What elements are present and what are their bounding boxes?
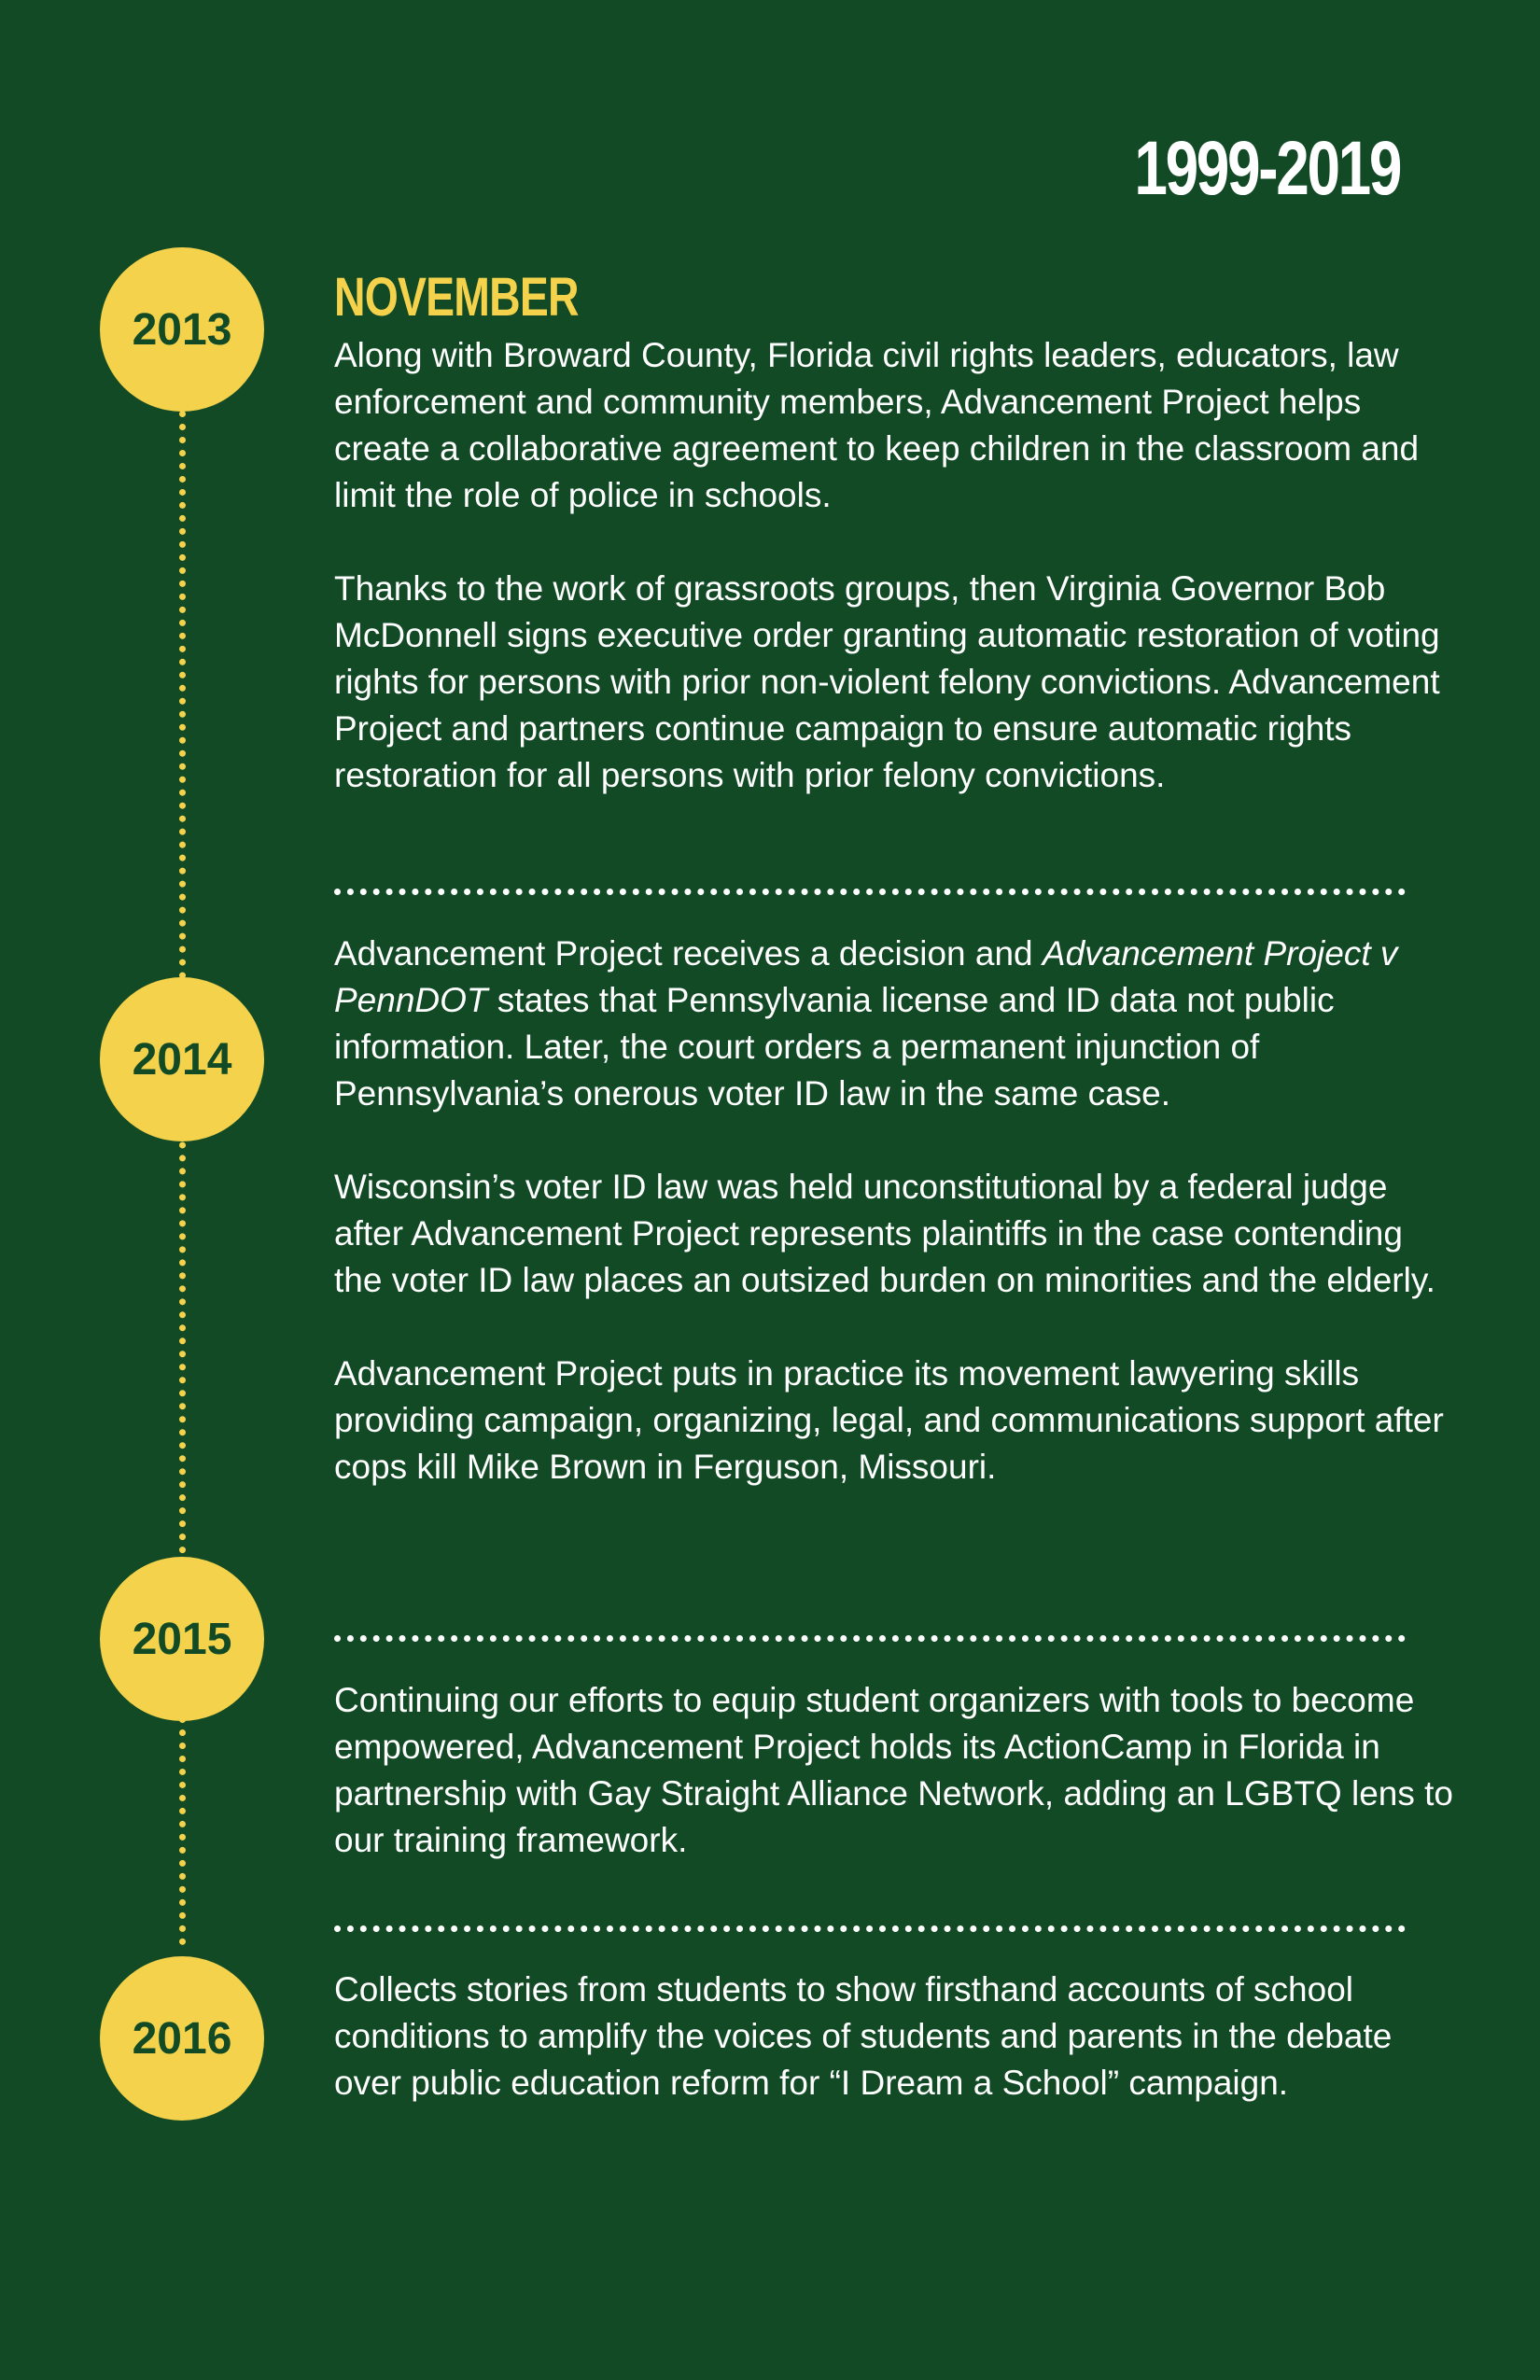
year-badge-2013: 2013 — [100, 247, 264, 412]
section-divider — [334, 889, 1406, 895]
entry-paragraph: Collects stories from students to show firsthand accounts of school conditions to amplify the voices of students and parents in the debate over public education reform for “I Dream a School” campaign. — [334, 1970, 1393, 2102]
entry-paragraph: Wisconsin’s voter ID law was held unconstitutional by a federal judge after Advancement Project represents plaintiffs in the case contending the voter ID law places an outsized burden on minorities and the elderly. — [334, 1168, 1435, 1299]
entry-paragraph: Continuing our efforts to equip student organizers with tools to become empowered, Advancement Project holds its ActionCamp in Florida in partnership with Gay Straight Alliance Network, adding an LGBTQ lens to our training framework. — [334, 1681, 1453, 1859]
case-name: Advancement Project v PennDOT — [334, 934, 1398, 1019]
entry-2014 — [334, 931, 1454, 1491]
section-divider — [334, 1925, 1406, 1932]
entry-paragraph: Along with Broward County, Florida civil rights leaders, educators, law enforcement and community members, Advancement Project helps create a collaborative agreement to keep children in the classroom and limit the role of police in schools. — [334, 336, 1420, 514]
entry-2015 — [334, 1677, 1454, 1864]
entry-paragraph: Thanks to the work of grassroots groups, then Virginia Governor Bob McDonnell signs executive order granting automatic restoration of voting rights for persons with prior non-violent felony convictions. Advancement Project and partners continue campaign to ensure automatic rights restoration for all persons with prior felony convictions. — [334, 569, 1440, 794]
entry-text: Advancement Project receives a decision and — [334, 934, 1043, 973]
entry-paragraph — [334, 931, 1454, 1117]
year-badge-2015: 2015 — [100, 1557, 264, 1721]
year-badge-2014: 2014 — [100, 977, 264, 1141]
entry-paragraph: Advancement Project puts in practice its movement lawyering skills providing campaign, organizing, legal, and communications support after cops kill Mike Brown in Ferguson, Missouri. — [334, 1354, 1444, 1486]
entry-text: states that Pennsylvania license and ID data not public information. Later, the court orders a permanent injunction of Pennsylvania’s onerous voter ID law in the same case. — [334, 981, 1335, 1113]
month-heading: NOVEMBER — [334, 267, 579, 328]
entry-2013 — [334, 267, 1454, 799]
section-divider — [334, 1635, 1406, 1642]
year-badge-2016: 2016 — [100, 1956, 264, 2121]
page-range-title: 1999-2019 — [1134, 126, 1400, 211]
entry-2016 — [334, 1967, 1454, 2107]
